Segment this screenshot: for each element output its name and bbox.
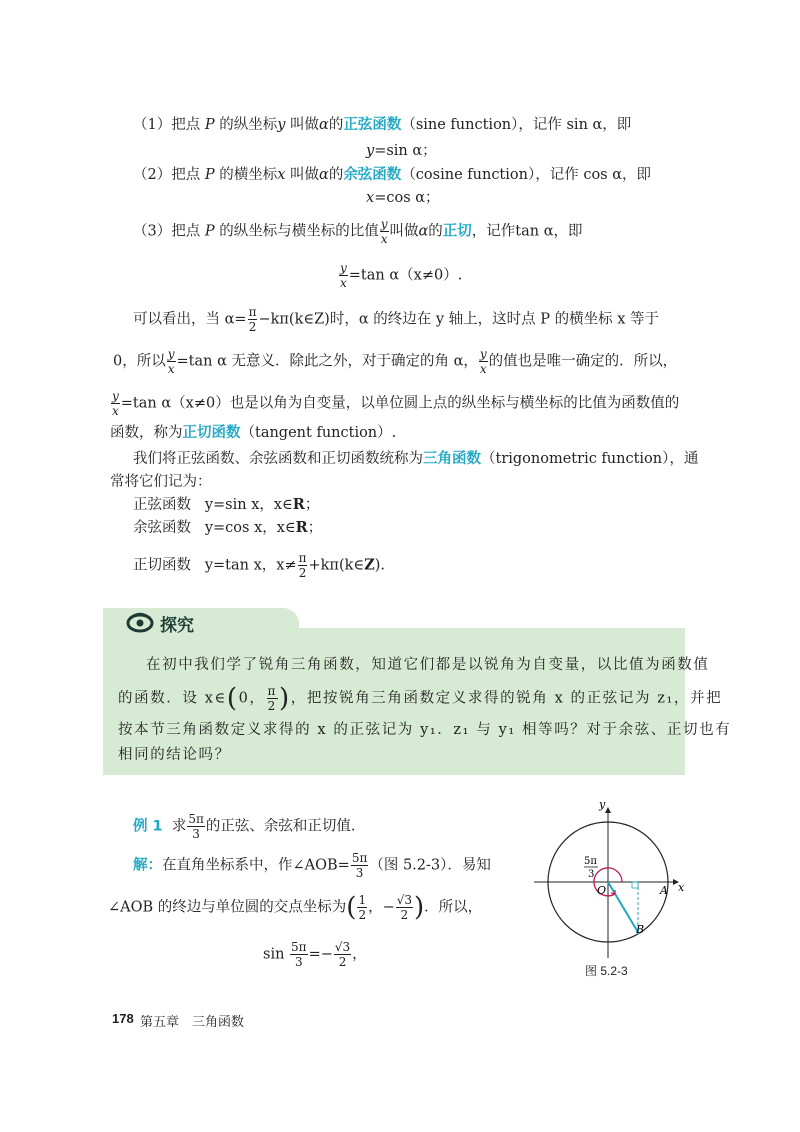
def-3-formula: $\frac{y}{x}$ =tan α（x≠0）. <box>340 261 463 290</box>
explore-icon <box>126 611 154 633</box>
explore-line-4: 相同的结论吗？ <box>118 747 231 763</box>
terminal-side <box>608 882 639 934</box>
term-tangent-function: 正切函数 <box>182 425 241 441</box>
angle-label-den: 3 <box>588 869 595 880</box>
figure-caption: 图 5.2-3 <box>585 964 628 978</box>
func-tan: 正切函数 y=tan x，x≠ $\frac{\pi}{2}$ +kπ(k∈Z). <box>133 551 386 580</box>
page-number: 178 <box>112 1011 134 1026</box>
para-line-4: 函数，称为正切函数（tangent function）. <box>110 425 397 441</box>
def-2: （2）把点 P 的横坐标x 叫做α的余弦函数（cosine function），记作 cos α，即 <box>133 167 652 183</box>
explore-title: 探究 <box>160 616 194 636</box>
origin-label: O <box>597 884 607 897</box>
def-2-formula: x=cos α； <box>366 190 440 206</box>
solution-label: 解： <box>133 857 162 874</box>
axis-y-label: y <box>599 798 606 811</box>
term-sine: 正弦函数 <box>343 117 402 133</box>
example-label: 例 1 <box>133 818 163 835</box>
func-sine: 正弦函数 y=sin x，x∈R； <box>133 496 320 513</box>
example-question: 例 1 求 $\frac{5\pi}{3}$ 的正弦、余弦和正切值. <box>133 812 356 841</box>
axis-x-label: x <box>678 881 685 894</box>
explore-line-1: 在初中我们学了锐角三角函数，知道它们都是以锐角为自变量，以比值为函数值 <box>146 657 710 673</box>
def-1: （1）把点 P 的纵坐标y 叫做α的正弦函数（sine function），记作 sin α，即 <box>133 117 632 133</box>
solution-line-1: 解：在直角坐标系中，作∠AOB= $\frac{5\pi}{3}$ （图 5.2-3）．易知 <box>133 851 491 880</box>
para-line-6: 常将它们记为： <box>110 474 212 490</box>
func-cos: 余弦函数 y=cos x，x∈R； <box>133 519 323 536</box>
solution-sin: sin $\frac{5\pi}{3}$ =− $\frac{√3}{2}$ ， <box>263 940 367 969</box>
unit-circle-figure <box>528 796 700 966</box>
term-cosine: 余弦函数 <box>343 167 402 183</box>
para-line-1: 可以看出，当 α= $\frac{\pi}{2}$ −kπ(k∈Z)时，α 的终边在 y 轴上，这时点 P 的横坐标 x 等于 <box>133 305 660 334</box>
angle-label-num: 5π <box>584 856 597 867</box>
solution-line-2: ∠AOB 的终边与单位圆的交点坐标为( $\frac{1}{2}$ ，− $\frac{√3}{2}$ )．所以， <box>108 892 483 923</box>
right-angle-mark <box>632 882 638 888</box>
explore-line-3: 按本节三角函数定义求得的 x 的正弦记为 y₁．z₁ 与 y₁ 相等吗？对于余弦、正切也有 <box>118 722 732 738</box>
explore-line-2: 的函数．设 x∈(0， $\frac{\pi}{2}$ )，把按锐角三角函数定义求得的锐角 x 的正弦记为 z₁，并把 <box>118 683 723 714</box>
def-3: （3）把点 P 的纵坐标与横坐标的比值 $\frac{y}{x}$ 叫做α的正切，记作tan α，即 <box>133 217 583 246</box>
point-a-label: A <box>660 884 668 897</box>
def-1-formula: y=sin α； <box>366 143 437 159</box>
point-b-label: B <box>636 923 645 936</box>
term-tangent: 正切 <box>442 223 472 240</box>
para-line-3: $\frac{y}{x}$ =tan α（x≠0）也是以角为自变量，以单位圆上点的纵坐标与横坐标的比值为函数值的 <box>112 389 680 418</box>
term-trig-function: 三角函数 <box>423 451 481 467</box>
chapter-title: 第五章 三角函数 <box>140 1015 245 1030</box>
para-line-2: 0，所以 $\frac{y}{x}$ =tan α 无意义．除此之外，对于确定的角 α， $\frac{y}{x}$ 的值也是唯一确定的．所以， <box>113 347 678 376</box>
para-line-5: 我们将正弦函数、余弦函数和正切函数统称为三角函数（trigonometric function），通 <box>133 451 699 467</box>
